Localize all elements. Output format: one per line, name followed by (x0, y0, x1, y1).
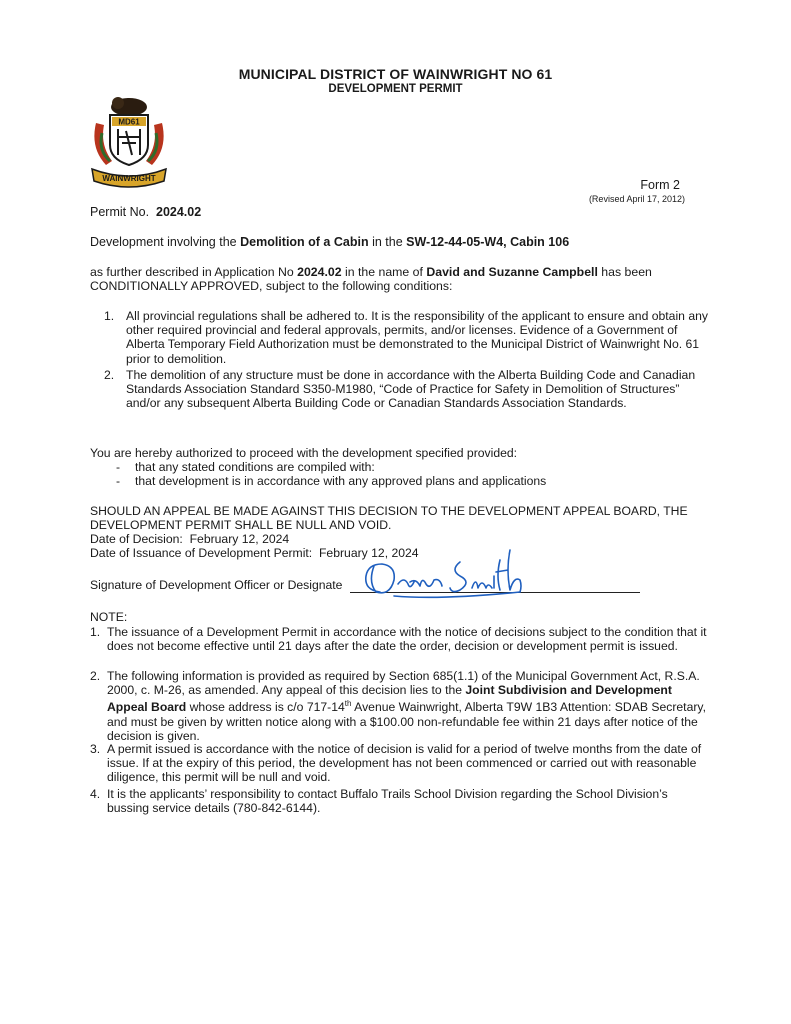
development-subject: Demolition of a Cabin (240, 235, 369, 249)
svg-text:MD61: MD61 (118, 117, 140, 127)
condition-number: 2. (104, 368, 115, 382)
md-crest-logo (88, 93, 170, 189)
note-text: A permit issued is accordance with the notice of decision is valid for a period of twelve months from the date of issue. If at the expiry of this period, the development has not been commenced or carried out with reasonable diligence, this permit will be null and void. (107, 742, 702, 785)
note-item (90, 787, 712, 815)
date-of-issuance-label: Date of Issuance of Development Permit: (90, 546, 313, 560)
application-number: 2024.02 (297, 265, 342, 279)
condition-number: 1. (104, 309, 115, 323)
authorization-text: You are hereby authorized to proceed with the development specified provided: (90, 446, 518, 460)
note-number: 4. (90, 787, 101, 801)
condition-text: All provincial regulations shall be adhered to. It is the responsibility of the applicant to ensure and obtain any other required provincial and federal approvals, permits, and/or licenses. Evidence of a Government of Alberta Temporary Field Authorization must be demonstrated to the Municipal District of Wainwright No. 61 prior to demolition. (126, 309, 708, 366)
form-revision-date: (Revised April 17, 2012) (588, 194, 685, 204)
handwritten-signature (360, 536, 530, 600)
note-text-part: whose address is c/o 717-14 (189, 700, 345, 715)
condition-text: The demolition of any structure must be done in accordance with the Alberta Building Code and Canadian Standards Association Standard S350-M1980, “Code of Practice for Safety in Demolition of Structures” and/or any subsequent Alberta Building Code or Canadian Standards Association Standards. (126, 368, 696, 411)
note-item (90, 669, 712, 743)
development-description (90, 235, 569, 249)
permit-number (90, 205, 201, 219)
note-text: The issuance of a Development Permit in accordance with the notice of decisions subject to the condition that it does not become effective until 21 days after the date the order, decision or development permit is issued. (107, 625, 707, 654)
note-text-part: The following information is provided as required by Section 685(1.1) of the Municipal Government Act, R.S.A. 2000, c. M-26, as amended. Any appeal of this decision lies to the (107, 669, 700, 698)
date-of-decision-value: February 12, 2024 (189, 532, 290, 546)
intro-text: as further described in Application No (90, 265, 294, 279)
note-heading: NOTE: (90, 610, 128, 624)
condition-item (104, 309, 709, 366)
development-middle: in the (372, 235, 403, 249)
permit-number-value: 2024.02 (156, 205, 202, 219)
note-item (90, 742, 712, 785)
form-number: Form 2 (640, 178, 680, 192)
bullet-dash: - (116, 460, 121, 474)
applicant-name: David and Suzanne Campbell (426, 265, 598, 279)
date-of-issuance-value: February 12, 2024 (318, 546, 419, 560)
intro-text: in the name of (345, 265, 423, 279)
authorization-item-text: that development is in accordance with any approved plans and applications (135, 474, 547, 488)
note-number: 2. (90, 669, 101, 683)
note-text (90, 669, 712, 743)
note-number: 3. (90, 742, 101, 756)
appeal-notice: SHOULD AN APPEAL BE MADE AGAINST THIS DECISION TO THE DEVELOPMENT APPEAL BOARD, THE DEVELOPMENT PERMIT SHALL BE NULL AND VOID. (90, 504, 688, 532)
condition-item (104, 368, 709, 411)
authorization-item-text: that any stated conditions are compiled with: (135, 460, 375, 474)
approval-intro (90, 265, 690, 293)
appeal-board-name: Joint Subdivision and Development Appeal Board (107, 683, 672, 715)
date-of-decision-label: Date of Decision: (90, 532, 183, 546)
svg-text:WAINWRIGHT: WAINWRIGHT (102, 174, 156, 183)
date-of-decision (90, 532, 289, 546)
note-text-part: Avenue Wainwright, Alberta T9W 1B3 Attention: SDAB Secretary, and must be given by written notice along with a $100.00 non-refundable fee within 21 days after notice of the decision is given. (107, 700, 706, 743)
note-text: It is the applicants’ responsibility to contact Buffalo Trails School Division regarding the School Division’s bussing service details (780-842-6144). (107, 787, 668, 816)
ordinal-suffix: th (344, 699, 352, 709)
permit-number-label: Permit No. (90, 205, 150, 219)
note-item (90, 625, 712, 653)
intro-text: has been CONDITIONALLY APPROVED, subject to the following conditions: (90, 265, 652, 293)
note-number: 1. (90, 625, 101, 639)
document-subtitle: DEVELOPMENT PERMIT (328, 83, 463, 95)
signature-label: Signature of Development Officer or Designate (90, 578, 343, 592)
bullet-dash: - (116, 474, 121, 488)
document-title: MUNICIPAL DISTRICT OF WAINWRIGHT NO 61 (238, 66, 553, 82)
development-location: SW-12-44-05-W4, Cabin 106 (406, 235, 570, 249)
development-prefix: Development involving the (90, 235, 237, 249)
